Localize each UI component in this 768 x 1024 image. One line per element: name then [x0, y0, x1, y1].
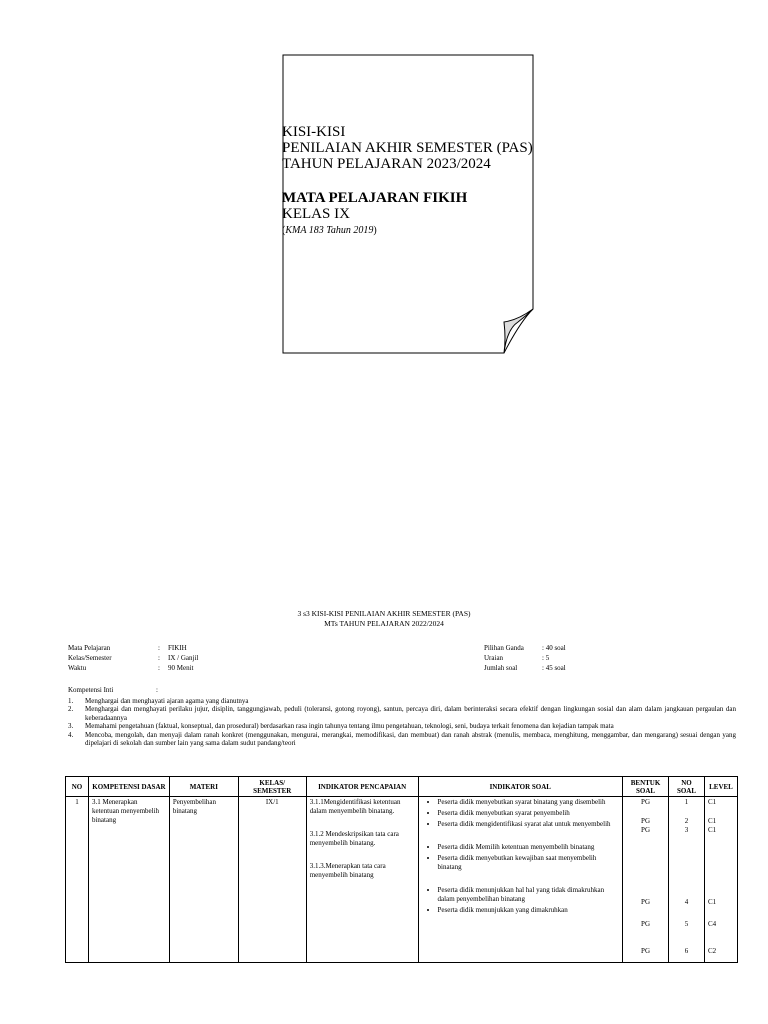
- meta-value: FIKIH: [168, 644, 187, 652]
- table-row: [66, 797, 738, 963]
- indikator-pencapaian-item: 3.1.1Mengidentifikasi ketentuan dalam menyembelih binatang.: [309, 798, 401, 815]
- no-soal-item: 6: [684, 947, 689, 955]
- meta-label: Waktu: [68, 664, 87, 672]
- cell-no: 1: [66, 797, 89, 963]
- meta-value: IX / Ganjil: [168, 654, 199, 662]
- cell-indikator-soal: [418, 797, 623, 963]
- header-indikator-soal: INDIKATOR SOAL: [418, 777, 623, 797]
- bentuk-item: PG: [641, 817, 650, 825]
- ki-colon: :: [156, 686, 158, 694]
- meta-row: [484, 663, 566, 673]
- ki-label: Kompetensi Inti: [68, 686, 114, 694]
- meta-label: Jumlah soal: [484, 664, 518, 672]
- ki-item: [68, 722, 736, 731]
- cell-materi: Penyembelihan binatang: [169, 797, 238, 963]
- level-item: C1: [707, 898, 717, 906]
- list-item: • Peserta didik Memilih ketentuan menyembelih binatang: [438, 843, 620, 852]
- meta-row: [484, 653, 566, 663]
- cell-bentuk-soal: [623, 797, 669, 963]
- meta-row: [68, 643, 198, 653]
- meta-value: 90 Menit: [168, 664, 194, 672]
- kisi-kisi-table: [65, 776, 738, 963]
- bentuk-item: PG: [641, 798, 650, 806]
- header-no-soal: NO SOAL: [669, 777, 705, 797]
- meta-row: [484, 643, 566, 653]
- ki-text: Menghargai dan menghayati perilaku jujur, disiplin, tanggungjawab, peduli (toleransi, gotong royong), santun, percaya diri, dalam berinteraksi secara efektif dengan lingkungan sosial dan alam dalam jangkauan pergaulan dan keberadaannya: [85, 705, 736, 722]
- bentuk-item: PG: [641, 826, 650, 834]
- bentuk-item: PG: [641, 920, 650, 928]
- ki-number: 3.: [68, 722, 74, 730]
- bentuk-item: PG: [641, 947, 650, 955]
- meta-left: [68, 643, 198, 673]
- no-soal-item: 4: [684, 898, 689, 906]
- meta-label: Kelas/Semester: [68, 654, 112, 662]
- cover-ref-close: ): [373, 225, 377, 236]
- header-no: NO: [66, 777, 89, 797]
- indikator-pencapaian-item: 3.1.2 Mendeskripsikan tata cara menyembelih binatang.: [309, 830, 399, 847]
- cover-class: KELAS IX: [282, 206, 350, 222]
- list-item: • Peserta didik menyebutkan syarat binatang yang disembelih: [438, 798, 620, 807]
- ki-number: 1.: [68, 696, 74, 705]
- header-kompetensi-dasar: KOMPETENSI DASAR: [88, 777, 169, 797]
- table-header-row: [66, 777, 738, 797]
- cover-line-1: KISI-KISI: [282, 124, 346, 140]
- header-indikator-pencapaian: INDIKATOR PENCAPAIAN: [306, 777, 418, 797]
- list-item: • Peserta didik menunjukkan hal hal yang tidak dimakruhkan dalam penyembelihan binatang: [438, 886, 620, 904]
- ki-number: 2.: [68, 705, 74, 713]
- header-bentuk-soal: BENTUK SOAL: [623, 777, 669, 797]
- doc-subtitle: MTs TAHUN PELAJARAN 2022/2024: [324, 619, 444, 628]
- meta-label: Mata Pelajaran: [68, 644, 111, 652]
- level-item: C1: [707, 798, 717, 806]
- bentuk-item: PG: [641, 898, 650, 906]
- list-item: • Peserta didik menyebutkan syarat penyembelih: [438, 809, 620, 818]
- indikator-soal-list: [422, 798, 620, 915]
- level-item: C1: [707, 826, 717, 834]
- meta-colon: :: [158, 664, 160, 672]
- no-soal-item: 5: [684, 920, 689, 928]
- cell-indikator-pencapaian: [306, 797, 418, 963]
- meta-right: [484, 643, 566, 673]
- list-item: • Peserta didik menyebutkan kewajiban saat menyembelih binatang: [438, 854, 620, 872]
- ki-text: Memahami pengetahuan (faktual, konseptual, dan prosedural) berdasarkan rasa ingin tahunya tentang ilmu pengetahuan, teknologi, seni, budaya terkait fenomena dan kejadian tampak mata: [85, 722, 614, 730]
- meta-label: Pilihan Ganda: [484, 644, 524, 652]
- cover-line-3: TAHUN PELAJARAN 2023/2024: [282, 156, 491, 172]
- meta-colon: :: [158, 644, 160, 652]
- level-item: C4: [707, 920, 717, 928]
- cell-level: [704, 797, 737, 963]
- header-level: LEVEL: [704, 777, 737, 797]
- level-item: C1: [707, 817, 717, 825]
- cell-no-soal: [669, 797, 705, 963]
- cover-ref-open: (: [282, 225, 286, 236]
- no-soal-item: 3: [684, 826, 689, 834]
- ki-number: 4.: [68, 730, 74, 739]
- meta-value: : 45 soal: [542, 664, 566, 672]
- ki-text: Mencoba, mengolah, dan menyaji dalam ranah konkret (menggunakan, mengurai, merangkai, memodifikasi, dan membuat) dan ranah abstrak (menulis, membaca, menghitung, menggambar, dan mengarang) sesuai dengan yang dipelajari di sekolah dan sumber lain yang sama dalam sudut pandang/teori: [85, 730, 736, 747]
- kompetensi-inti: [68, 686, 736, 748]
- ki-text: Menghargai dan menghayati ajaran agama yang dianutnya: [85, 696, 249, 705]
- list-item: • Peserta didik menunjukkan yang dimakruhkan: [438, 906, 620, 915]
- cover-ref-text: KMA 183 Tahun 2019: [285, 225, 374, 236]
- no-soal-item: 1: [684, 798, 689, 806]
- no-soal-item: 2: [684, 817, 689, 825]
- doc-title: 3 s3 KISI-KISI PENILAIAN AKHIR SEMESTER (PAS): [297, 609, 471, 618]
- ki-title: [68, 686, 736, 695]
- ki-item: [68, 705, 736, 722]
- meta-row: [68, 653, 198, 663]
- cell-kompetensi-dasar: 3.1 Menerapkan ketentuan menyembelih binatang: [88, 797, 169, 963]
- header-kelas-semester: KELAS/ SEMESTER: [238, 777, 306, 797]
- cover-text: [282, 124, 542, 237]
- meta-value: : 40 soal: [542, 644, 566, 652]
- list-item: • Peserta didik mengidentifikasi syarat alat untuk menyembelih: [438, 820, 620, 829]
- meta-label: Uraian: [484, 654, 504, 662]
- level-item: C2: [707, 947, 717, 955]
- cell-kelas: IX/1: [238, 797, 306, 963]
- indikator-pencapaian-item: 3.1.3.Menerapkan tata cara menyembelih binatang: [309, 862, 386, 879]
- ki-item: [68, 697, 736, 706]
- ki-item: [68, 731, 736, 748]
- cover-reference: [282, 224, 542, 237]
- meta-colon: :: [158, 654, 160, 662]
- cover-subject: MATA PELAJARAN FIKIH: [282, 190, 468, 206]
- meta-value: : 5: [542, 654, 550, 662]
- cover-line-2: PENILAIAN AKHIR SEMESTER (PAS): [282, 140, 533, 156]
- meta-row: [68, 663, 198, 673]
- header-materi: MATERI: [169, 777, 238, 797]
